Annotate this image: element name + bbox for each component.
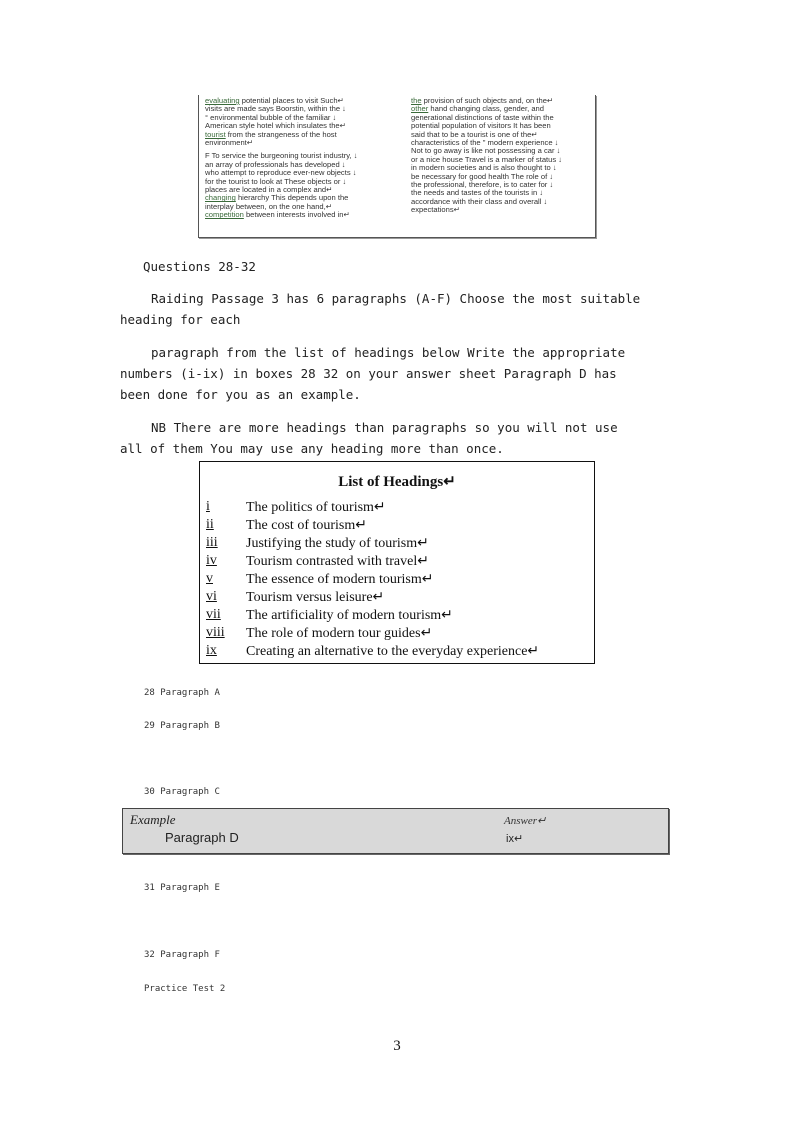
question-29: 29 Paragraph B — [144, 721, 220, 731]
passage-text: generational distinctions of taste within the — [411, 112, 554, 122]
passage-text: potential population of visitors It has been — [411, 121, 551, 131]
list-of-headings-box — [199, 461, 595, 664]
passage-underlined-word: changing — [205, 193, 236, 203]
heading-text: Justifying the study of tourism↵ — [246, 536, 429, 551]
heading-text: Tourism contrasted with travel↵ — [246, 554, 429, 569]
example-label: Example — [130, 812, 176, 827]
passage-text: the needs and tastes of the tourists in ↓ — [411, 188, 544, 198]
heading-number: ix — [206, 643, 217, 658]
passage-text: said that to be a tourist is one of the↵ — [411, 129, 538, 139]
heading-number: iii — [206, 535, 218, 550]
instruction-line: been done for you as an example. — [120, 387, 361, 402]
instruction-line: paragraph from the list of headings below Write the appropriate — [151, 345, 626, 360]
heading-number: vi — [206, 589, 217, 604]
passage-underlined-word: the — [411, 96, 422, 105]
passage-text: Not to go away is like not possessing a car ↓ — [411, 146, 561, 156]
headings-title: List of Headings↵ — [338, 474, 456, 490]
passage-text: provision of such objects and, on the↵ — [421, 96, 554, 105]
instruction-line: numbers (i-ix) in boxes 28 32 on your answer sheet Paragraph D has — [120, 366, 617, 381]
heading-text: The essence of modern tourism↵ — [246, 572, 434, 587]
passage-text: who attempt to reproduce ever-new objects ↓ — [205, 168, 357, 178]
passage-text: ° environmental bubble of the familiar ↓ — [205, 112, 337, 122]
passage-text: potential places to visit Such↵ — [239, 96, 344, 105]
question-30: 30 Paragraph C — [144, 787, 220, 797]
passage-text: in modern societies and is also thought to ↓ — [411, 163, 557, 173]
heading-text: The cost of tourism↵ — [246, 518, 367, 533]
passage-text: be necessary for good health The role of ↓ — [411, 171, 554, 181]
example-answer: ix↵ — [506, 833, 524, 845]
passage-column-right — [411, 97, 591, 215]
question-28: 28 Paragraph A — [144, 688, 220, 698]
heading-text: The artificiality of modern tourism↵ — [246, 608, 453, 623]
example-box — [122, 808, 669, 854]
heading-text: The role of modern tour guides↵ — [246, 626, 433, 641]
passage-text: between interests involved in↵ — [243, 210, 350, 220]
passage-text: hierarchy This depends upon the — [235, 193, 349, 203]
passage-text: F To service the burgeoning tourist industry, ↓ — [205, 151, 358, 161]
passage-line — [411, 206, 591, 214]
passage-text: an array of professionals has developed ↓ — [205, 159, 346, 169]
example-paragraph: Paragraph D — [165, 830, 239, 845]
passage-underlined-word: evaluating — [205, 96, 240, 105]
passage-text: places are located in a complex and↵ — [205, 185, 333, 195]
heading-number: i — [206, 499, 210, 514]
heading-text: Tourism versus leisure↵ — [246, 590, 385, 605]
passage-text: the professional, therefore, is to cater for ↓ — [411, 180, 554, 190]
heading-number: v — [206, 571, 213, 586]
answer-label: Answer↵ — [504, 815, 547, 827]
passage-text: expectations↵ — [411, 205, 460, 215]
passage-underlined-word: competition — [205, 210, 244, 220]
heading-number: iv — [206, 553, 217, 568]
heading-text: The politics of tourism↵ — [246, 500, 386, 515]
heading-text: Creating an alternative to the everyday experience↵ — [246, 644, 540, 659]
page-number: 3 — [393, 1038, 401, 1054]
passage-excerpt-image — [198, 95, 596, 238]
passage-text: accordance with their class and overall ↓ — [411, 196, 548, 206]
passage-text: visits are made says Boorstin, within the ↓ — [205, 104, 346, 114]
passage-text: or a nice house Travel is a marker of status ↓ — [411, 154, 563, 164]
passage-line — [205, 211, 393, 219]
heading-number: vii — [206, 607, 221, 622]
passage-column-left — [205, 97, 393, 220]
passage-text: environment↵ — [205, 138, 254, 148]
passage-text: characteristics of the " modern experience ↓ — [411, 138, 559, 148]
passage-line — [205, 139, 393, 147]
heading-number: ii — [206, 517, 214, 532]
passage-text: from the strangeness of the host — [225, 129, 337, 139]
passage-text: interplay between, on the one hand,↵ — [205, 201, 333, 211]
instruction-line: Raiding Passage 3 has 6 paragraphs (A-F) Choose the most suitable — [151, 291, 641, 306]
passage-text: for the tourist to look at These objects or ↓ — [205, 176, 347, 186]
questions-heading: Questions 28-32 — [143, 259, 256, 274]
footer-label: Practice Test 2 — [144, 984, 226, 994]
passage-text: hand changing class, gender, and — [428, 104, 544, 114]
instruction-line: heading for each — [120, 312, 241, 327]
passage-underlined-word: other — [411, 104, 429, 114]
instruction-line: all of them You may use any heading more than once. — [120, 441, 504, 456]
heading-number: viii — [206, 625, 225, 640]
passage-underlined-word: tourist — [205, 129, 226, 139]
passage-text: American style hotel which insulates the↵ — [205, 121, 347, 131]
instruction-line: NB There are more headings than paragraphs so you will not use — [151, 420, 618, 435]
question-31: 31 Paragraph E — [144, 883, 220, 893]
question-32: 32 Paragraph F — [144, 950, 220, 960]
